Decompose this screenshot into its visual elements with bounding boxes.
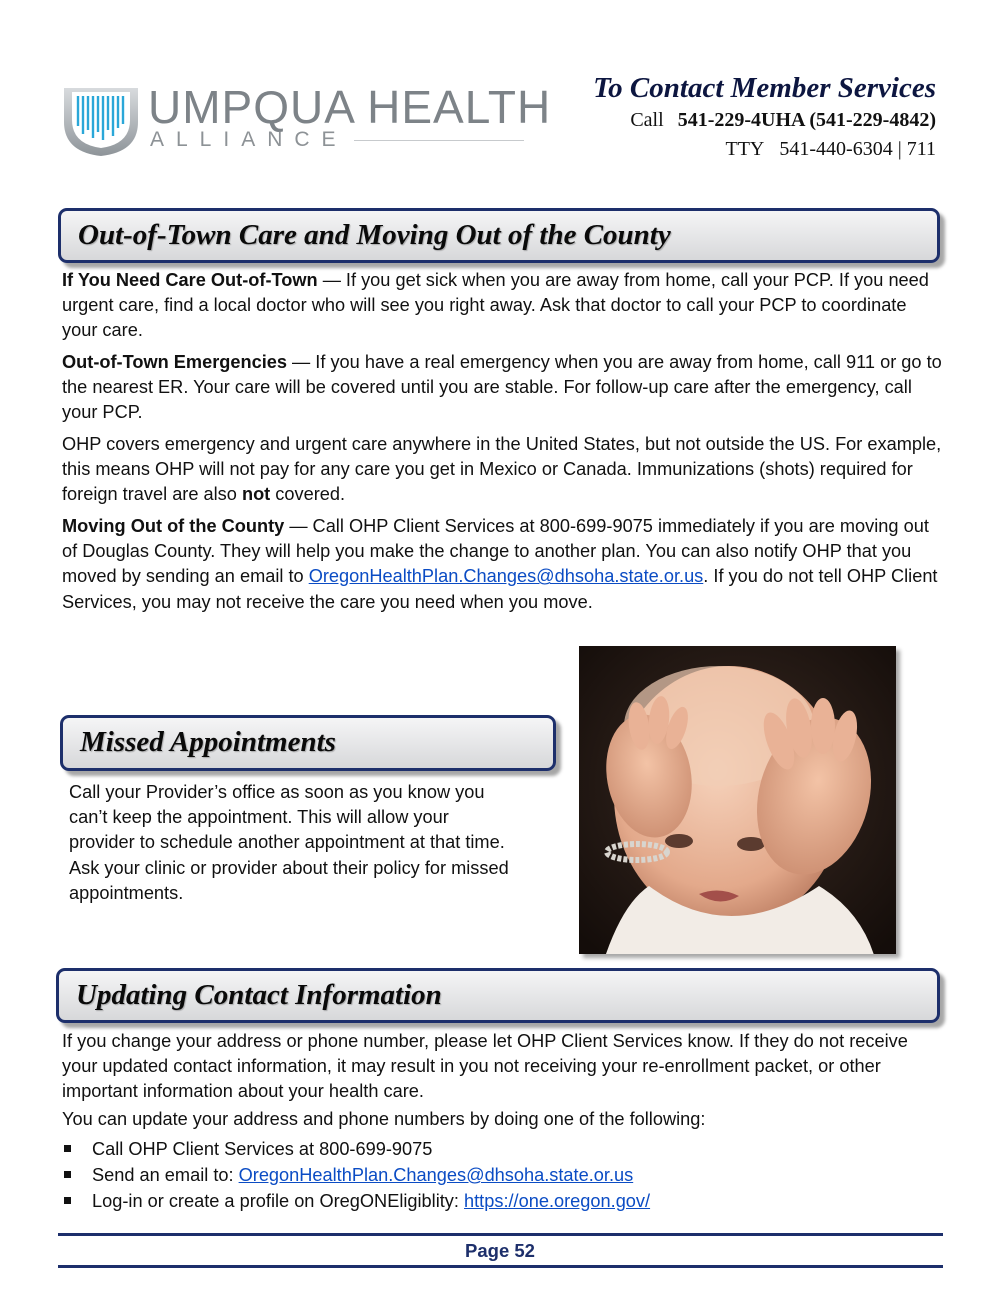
member-services-contact: [593, 72, 936, 161]
tty-label: TTY: [725, 138, 765, 160]
paragraph-moving-out: [62, 514, 942, 615]
logo-subtitle: ALLIANCE: [150, 128, 348, 151]
umpqua-health-logo: [62, 80, 552, 160]
ohp-changes-email-link[interactable]: OregonHealthPlan.Changes@dhsoha.state.or.us: [238, 1165, 634, 1185]
paragraph-text-end: . If you do not tell OHP Client Services, you may not receive the care you need when you move.: [62, 566, 938, 612]
footer-rule-top: [58, 1233, 943, 1236]
paragraph-missed-appointments: [69, 780, 509, 906]
paragraph-ohp-coverage: [62, 432, 942, 508]
paragraph-text: Call your Provider’s office as soon as you know you can’t keep the appointment. This will allow your provider to schedule another appointment at that time. Ask your clinic or provider about their policy for missed appointments.: [69, 782, 509, 903]
oregon-eligibility-link[interactable]: https://one.oregon.gov/: [464, 1191, 651, 1211]
paragraph-lead: Out-of-Town Emergencies: [62, 352, 287, 372]
paragraph-text: If you change your address or phone number, please let OHP Client Services know. If they do not receive your updated contact information, it may result in you not receiving your re-enrollment packet, or other important information about your health care.: [62, 1031, 908, 1102]
section-header-missed-appointments: [60, 715, 556, 771]
logo-shield-icon: [62, 86, 140, 158]
call-number: 541-229-4UHA (541-229-4842): [677, 109, 936, 131]
tty-relay-number: 711: [906, 138, 936, 160]
paragraph-out-of-town-emergencies: [62, 350, 942, 426]
paragraph-text: — If you get sick when you are away from home, call your PCP. If you need urgent care, find a local doctor who will see you right away. Ask that doctor to call your PCP to coordinate your care.: [62, 270, 929, 341]
list-item: [62, 1136, 650, 1162]
section-title: Out-of-Town Care and Moving Out of the County: [78, 219, 671, 251]
paragraph-lead: If You Need Care Out-of-Town: [62, 270, 318, 290]
call-line: [593, 109, 936, 132]
contact-title: To Contact Member Services: [593, 72, 936, 104]
page-number: Page 52: [465, 1240, 535, 1261]
paragraph-text: OHP covers emergency and urgent care anywhere in the United States, but not outside the US. For example, this means OHP will not pay for any care you get in Mexico or Canada. Immunizations (shots) required for foreign travel are also: [62, 434, 942, 505]
paragraph-update-options: [62, 1107, 942, 1132]
tty-number: 541-440-6304: [779, 138, 893, 160]
paragraph-updating-contact: [62, 1029, 942, 1105]
update-options-list: [62, 1136, 650, 1214]
paragraph-lead: Moving Out of the County: [62, 516, 285, 536]
paragraph-care-out-of-town: [62, 268, 942, 344]
paragraph-text: You can update your address and phone numbers by doing one of the following:: [62, 1109, 706, 1129]
footer-rule-bottom: [58, 1265, 943, 1268]
tty-separator: |: [897, 138, 902, 160]
logo-name: UMPQUA HEALTH: [148, 81, 552, 133]
logo-divider: [354, 140, 524, 141]
section-header-out-of-town: [58, 208, 940, 263]
ohp-changes-email-link[interactable]: OregonHealthPlan.Changes@dhsoha.state.or.us: [308, 566, 704, 587]
list-item: [62, 1188, 650, 1214]
list-item-text: Call OHP Client Services at 800-699-9075: [92, 1139, 433, 1159]
baby-photo: [579, 646, 896, 954]
section-header-updating-contact: [56, 968, 940, 1023]
paragraph-text: — Call OHP Client Services at 800-699-9075 immediately if you are moving out of Douglas County. They will help you make the change to another plan. You can also notify OHP that you moved by sending an email to: [62, 516, 929, 587]
emphasis-not: not: [241, 484, 271, 505]
list-item: [62, 1162, 650, 1188]
call-label: Call: [630, 109, 664, 131]
list-item-text: Log-in or create a profile on OregONEligiblity:: [92, 1191, 465, 1211]
section-title: Updating Contact Information: [76, 979, 442, 1011]
paragraph-text: — If you have a real emergency when you are away from home, call 911 or go to the nearest ER. Your care will be covered until you are stable. For follow-up care after the emergency, call your PCP.: [62, 352, 942, 423]
tty-line: [593, 138, 936, 161]
paragraph-text-end: covered.: [270, 484, 346, 505]
section-title: Missed Appointments: [80, 726, 336, 758]
list-item-text: Send an email to:: [92, 1165, 239, 1185]
baby-illustration: [579, 646, 896, 954]
